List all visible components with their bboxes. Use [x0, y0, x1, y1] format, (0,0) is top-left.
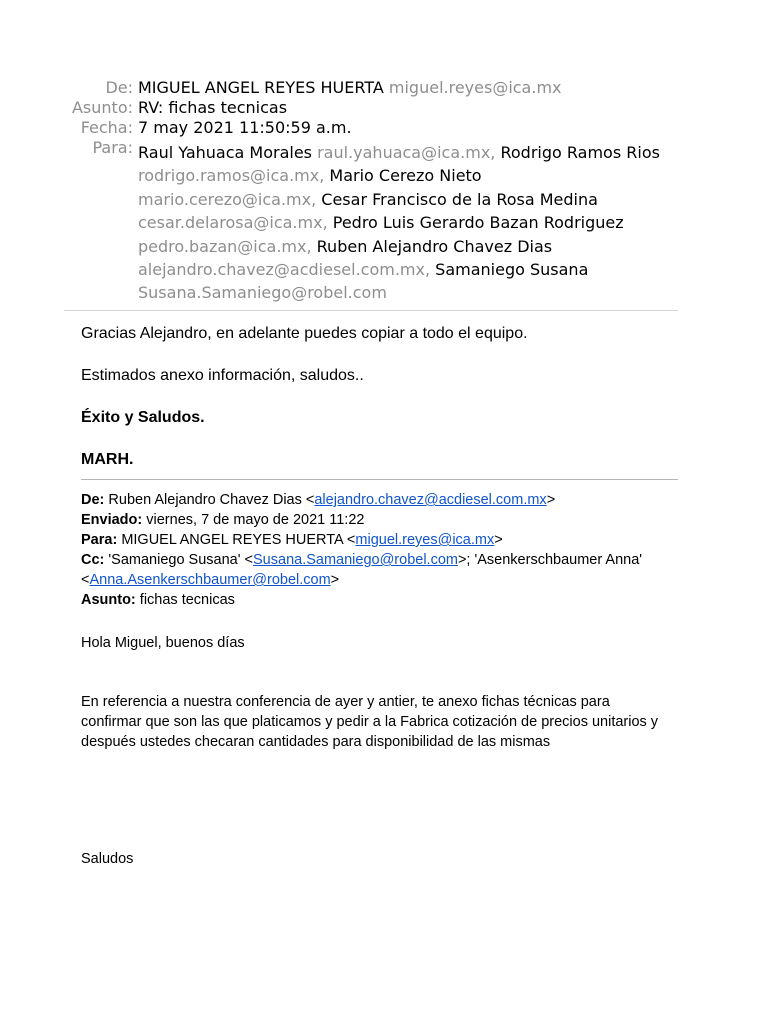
recipient-name[interactable]: Pedro Luis Gerardo Bazan Rodriguez [332, 213, 624, 233]
to-label: Para: [92, 138, 133, 157]
date-text: 7 may 2021 11:50:59 a.m. [138, 118, 352, 137]
recipient-name[interactable]: Mario Cerezo Nieto [329, 166, 482, 186]
recipient-email[interactable]: pedro.bazan@ica.mx, [138, 236, 312, 256]
recipient-line [138, 235, 678, 258]
recipient-line [138, 281, 678, 304]
body-line: Éxito y Saludos. [81, 409, 205, 426]
recipient-line [138, 188, 678, 211]
fwd-to-email-link[interactable]: miguel.reyes@ica.mx [355, 532, 495, 548]
fwd-from-label: De: [81, 492, 105, 508]
recipient-email[interactable]: rodrigo.ramos@ica.mx, [138, 166, 325, 186]
subject-row [0, 98, 680, 118]
paragraph-line: después ustedes checaran cantidades para disponibilidad de las mismas [81, 734, 551, 750]
message-paragraph [81, 692, 691, 752]
recipient-email[interactable]: mario.cerezo@ica.mx, [138, 189, 317, 209]
recipient-line [138, 258, 678, 281]
date-label: Fecha: [80, 118, 133, 137]
fwd-sent-value: viernes, 7 de mayo de 2021 11:22 [146, 512, 365, 528]
fwd-subject-label: Asunto: [81, 592, 136, 608]
fwd-from-email-link[interactable]: alejandro.chavez@acdiesel.com.mx [314, 492, 547, 508]
fwd-cc-close: > [330, 572, 340, 588]
subject-text: RV: fichas tecnicas [138, 98, 288, 117]
from-name: MIGUEL ANGEL REYES HUERTA [138, 78, 384, 97]
recipient-name[interactable]: Rodrigo Ramos Rios [500, 143, 660, 162]
date-row [0, 118, 680, 138]
recipient-email[interactable]: alejandro.chavez@acdiesel.com.mx, [138, 260, 431, 280]
fwd-from-close: > [546, 492, 556, 508]
fwd-from-row [81, 490, 681, 510]
recipient-name[interactable]: Ruben Alejandro Chavez Dias [316, 236, 553, 256]
fwd-from-name: Ruben Alejandro Chavez Dias < [108, 492, 315, 508]
subject-label: Asunto: [71, 98, 133, 117]
recipient-email[interactable]: raul.yahuaca@ica.mx, [317, 143, 496, 162]
from-row [0, 78, 680, 98]
fwd-cc-email-link[interactable]: Susana.Samaniego@robel.com [253, 552, 458, 568]
signature: MARH. [81, 451, 134, 468]
forward-divider [81, 479, 678, 480]
fwd-cc-label: Cc: [81, 552, 105, 568]
closing: Saludos [81, 851, 134, 867]
body-line: Estimados anexo información, saludos.. [81, 367, 364, 384]
fwd-to-label: Para: [81, 532, 118, 548]
fwd-sent-row [81, 510, 681, 530]
header-divider [64, 310, 678, 311]
fwd-cc-separator: >; 'Asenkerschbaumer Anna' [457, 552, 643, 568]
fwd-cc-row [81, 550, 681, 570]
fwd-cc-row-2 [81, 570, 681, 590]
fwd-to-name: MIGUEL ANGEL REYES HUERTA < [121, 532, 356, 548]
fwd-subject-value: fichas tecnicas [139, 592, 235, 608]
fwd-to-row [81, 530, 681, 550]
recipient-line [138, 164, 678, 187]
fwd-cc-open: < [81, 572, 90, 588]
paragraph-line: En referencia a nuestra conferencia de ayer y antier, te anexo fichas técnicas para [81, 694, 610, 710]
forwarded-header [81, 490, 681, 610]
recipient-name[interactable]: Samaniego Susana [435, 260, 589, 280]
recipient-email[interactable]: cesar.delarosa@ica.mx, [138, 213, 328, 233]
recipient-list [138, 141, 678, 305]
fwd-cc-name: 'Samaniego Susana' < [108, 552, 254, 568]
recipient-line [138, 141, 678, 164]
body-line: Gracias Alejandro, en adelante puedes copiar a todo el equipo. [81, 325, 528, 342]
fwd-cc-email-link[interactable]: Anna.Asenkerschbaumer@robel.com [89, 572, 331, 588]
recipient-line [138, 211, 678, 234]
fwd-subject-row [81, 590, 681, 610]
fwd-sent-label: Enviado: [81, 512, 143, 528]
fwd-to-close: > [494, 532, 503, 548]
recipient-email[interactable]: Susana.Samaniego@robel.com [138, 283, 387, 303]
recipient-name[interactable]: Raul Yahuaca Morales [138, 143, 312, 162]
paragraph-line: confirmar que son las que platicamos y pedir a la Fabrica cotización de precios unitarios y [81, 714, 659, 730]
greeting: Hola Miguel, buenos días [81, 635, 245, 651]
recipient-name[interactable]: Cesar Francisco de la Rosa Medina [321, 189, 598, 209]
from-label: De: [105, 78, 133, 97]
from-email[interactable]: miguel.reyes@ica.mx [388, 78, 562, 97]
